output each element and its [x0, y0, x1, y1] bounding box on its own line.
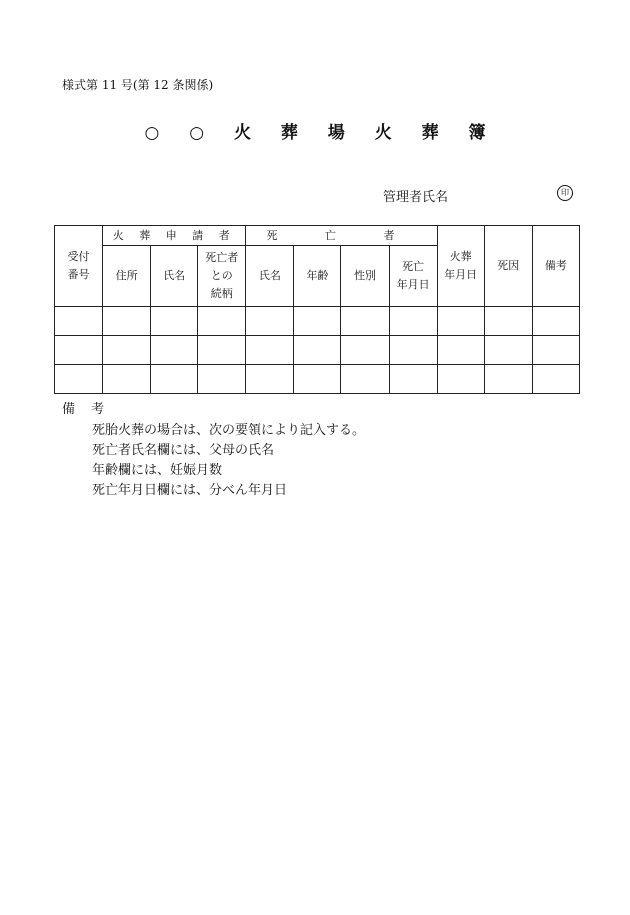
table-cell: [151, 307, 198, 336]
table-cell: [532, 336, 579, 365]
relationship-header: 死亡者 との 続柄: [198, 246, 246, 307]
document-title: ○ ○ 火 葬 場 火 葬 簿: [144, 123, 498, 143]
table-cell: [55, 336, 103, 365]
table-row: [55, 307, 580, 336]
remarks-section: [62, 400, 365, 501]
table-cell: [198, 336, 246, 365]
deceased-sex-header: 性別: [341, 246, 389, 307]
table-cell: [437, 307, 484, 336]
table-cell: [341, 336, 389, 365]
table-cell: [341, 307, 389, 336]
deceased-age-header: 年齢: [294, 246, 341, 307]
table-cell: [103, 365, 151, 394]
remarks-line: 死亡者氏名欄には、父母の氏名: [92, 443, 275, 458]
table-cell: [103, 336, 151, 365]
death-date-header: 死亡 年月日: [389, 246, 437, 307]
table-cell: [294, 307, 341, 336]
table-row: [55, 336, 580, 365]
table-cell: [532, 307, 579, 336]
remarks-heading: 備 考: [62, 402, 111, 417]
table-cell: [389, 365, 437, 394]
table-cell: [246, 365, 294, 394]
table-cell: [532, 365, 579, 394]
table-cell: [246, 307, 294, 336]
seal-mark: 印: [557, 185, 573, 201]
cremation-date-header: 火葬 年月日: [437, 226, 484, 307]
table-cell: [198, 307, 246, 336]
table-cell: [246, 336, 294, 365]
table-cell: [484, 336, 532, 365]
remarks-line: 死亡年月日欄には、分べん年月日: [92, 483, 288, 498]
table-cell: [151, 336, 198, 365]
table-cell: [294, 336, 341, 365]
remarks-line: 死胎火葬の場合は、次の要領により記入する。: [92, 423, 366, 438]
table-cell: [389, 336, 437, 365]
applicant-group-header: 火 葬 申 請 者: [103, 226, 246, 246]
table-cell: [484, 365, 532, 394]
remarks-line: 年齢欄には、妊娠月数: [92, 463, 223, 478]
table-cell: [437, 336, 484, 365]
table-cell: [389, 307, 437, 336]
applicant-address-header: 住所: [103, 246, 151, 307]
notes-header: 備考: [532, 226, 579, 307]
table-cell: [151, 365, 198, 394]
table-cell: [198, 365, 246, 394]
table-cell: [55, 307, 103, 336]
table-cell: [294, 365, 341, 394]
cause-of-death-header: 死因: [484, 226, 532, 307]
table-cell: [341, 365, 389, 394]
entry-rows: [55, 307, 580, 394]
cremation-register-table: [54, 225, 580, 394]
table-cell: [55, 365, 103, 394]
applicant-name-header: 氏名: [151, 246, 198, 307]
deceased-group-header: 死 亡 者: [246, 226, 437, 246]
form-reference: 様式第 11 号(第 12 条関係): [62, 78, 214, 92]
table-cell: [437, 365, 484, 394]
deceased-name-header: 氏名: [246, 246, 294, 307]
table-row: [55, 365, 580, 394]
reception-number-header: 受付 番号: [55, 226, 103, 307]
table-cell: [103, 307, 151, 336]
table-cell: [484, 307, 532, 336]
manager-name-label: 管理者氏名: [383, 190, 449, 205]
